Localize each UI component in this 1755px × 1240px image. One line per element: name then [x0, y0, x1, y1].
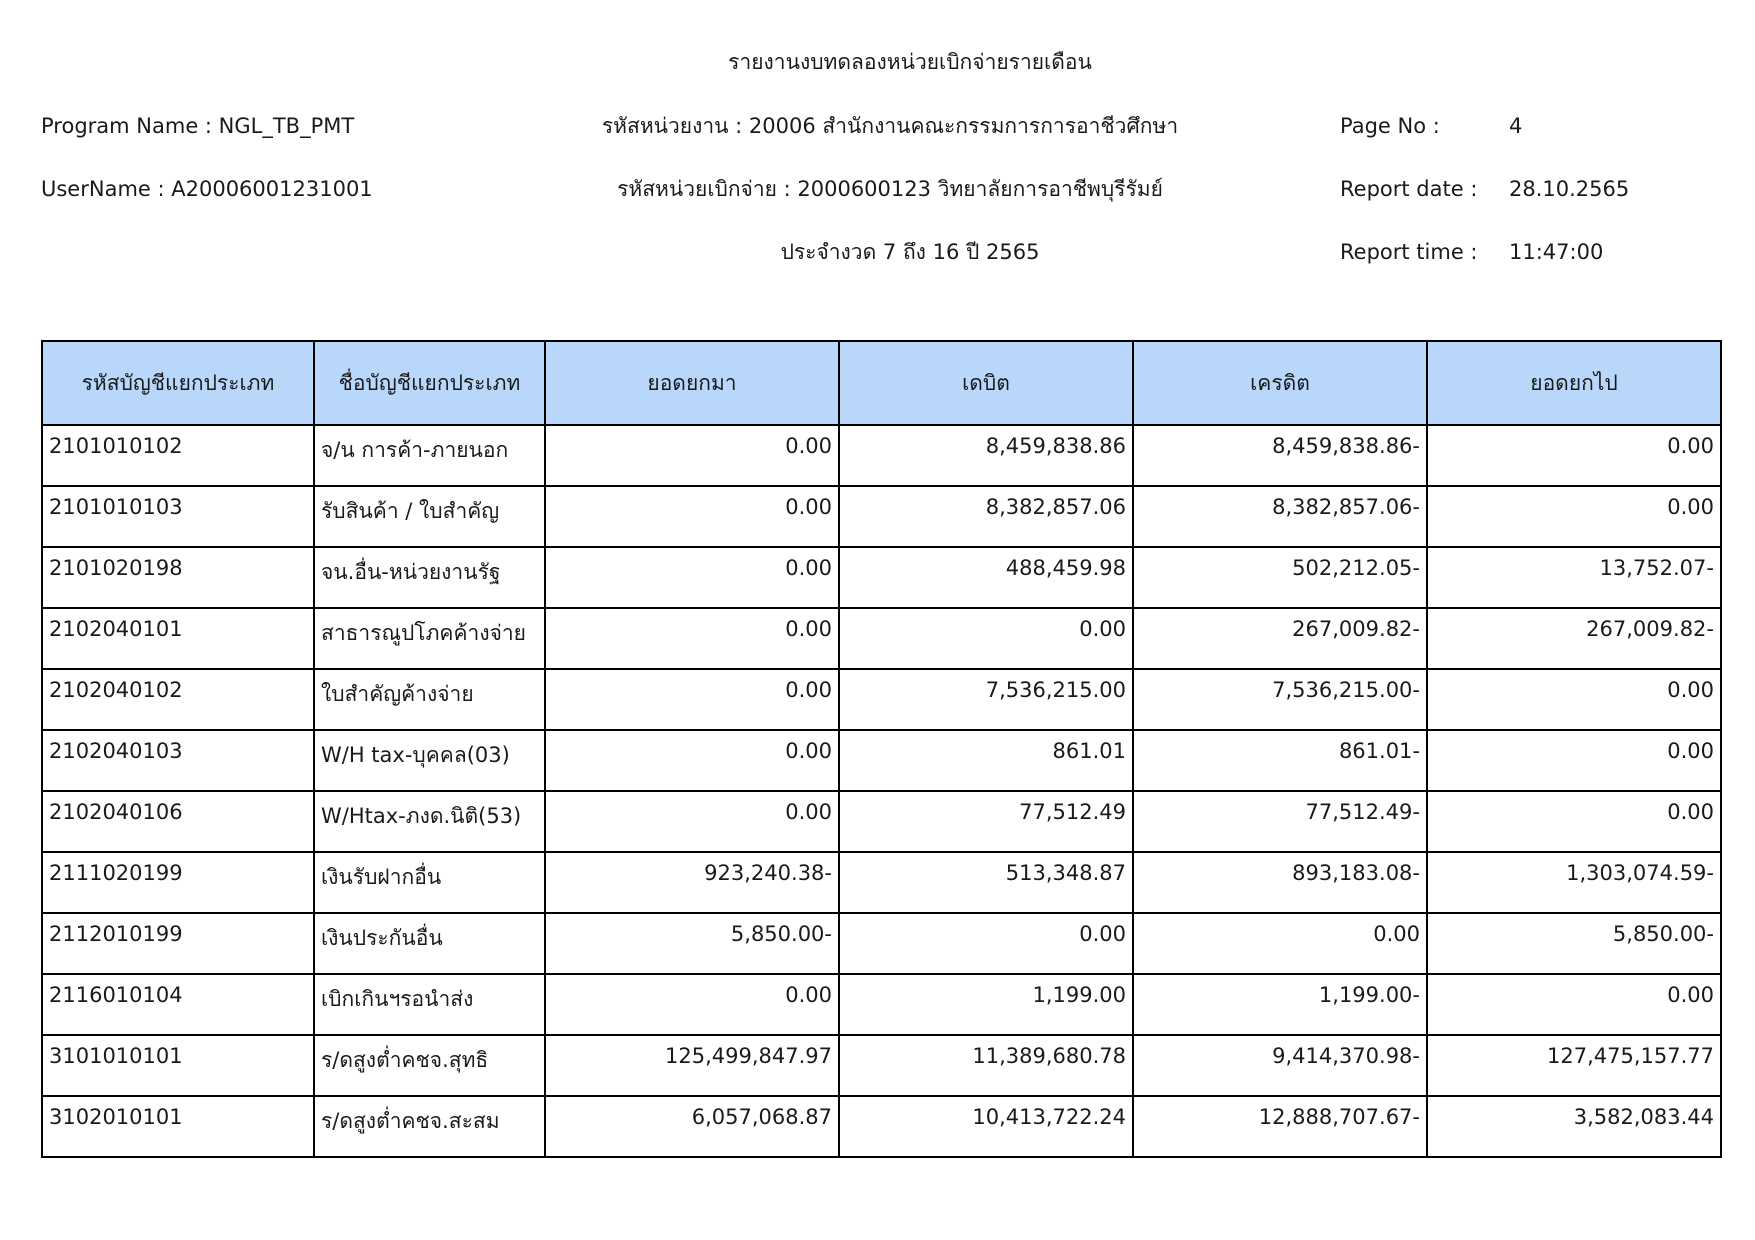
- cell-credit: 1,199.00-: [1133, 974, 1427, 1035]
- cell-credit: 7,536,215.00-: [1133, 669, 1427, 730]
- cell-credit: 502,212.05-: [1133, 547, 1427, 608]
- table-row: [42, 852, 1721, 913]
- cell-account-code: 2101010102: [42, 425, 314, 486]
- cell-brought-forward: 0.00: [545, 608, 839, 669]
- cell-debit: 10,413,722.24: [839, 1096, 1133, 1157]
- header-account-name: ชื่อบัญชีแยกประเภท: [314, 341, 545, 425]
- cell-credit: 8,459,838.86-: [1133, 425, 1427, 486]
- cell-account-name: W/H tax-บุคคล(03): [314, 730, 545, 791]
- cell-account-name: สาธารณูปโภคค้างจ่าย: [314, 608, 545, 669]
- cell-account-code: 2102040102: [42, 669, 314, 730]
- cell-brought-forward: 125,499,847.97: [545, 1035, 839, 1096]
- cell-credit: 0.00: [1133, 913, 1427, 974]
- cell-account-name: ร/ดสูงต่ำคชจ.สะสม: [314, 1096, 545, 1157]
- cell-carried-forward: 267,009.82-: [1427, 608, 1721, 669]
- page-no-label: Page No :: [1340, 114, 1440, 138]
- cell-brought-forward: 0.00: [545, 730, 839, 791]
- trial-balance-table: [41, 340, 1722, 1158]
- table-row: [42, 730, 1721, 791]
- cell-credit: 8,382,857.06-: [1133, 486, 1427, 547]
- cell-account-name: ร/ดสูงต่ำคชจ.สุทธิ: [314, 1035, 545, 1096]
- cell-debit: 77,512.49: [839, 791, 1133, 852]
- cell-carried-forward: 1,303,074.59-: [1427, 852, 1721, 913]
- cell-brought-forward: 6,057,068.87: [545, 1096, 839, 1157]
- table-row: [42, 974, 1721, 1035]
- table-row: [42, 791, 1721, 852]
- cell-brought-forward: 0.00: [545, 974, 839, 1035]
- table-row: [42, 669, 1721, 730]
- cell-account-name: ใบสำคัญค้างจ่าย: [314, 669, 545, 730]
- cell-account-name: รับสินค้า / ใบสำคัญ: [314, 486, 545, 547]
- cell-account-name: เงินรับฝากอื่น: [314, 852, 545, 913]
- cell-carried-forward: 0.00: [1427, 425, 1721, 486]
- page-no-value: 4: [1509, 114, 1523, 138]
- cell-debit: 8,459,838.86: [839, 425, 1133, 486]
- cell-brought-forward: 5,850.00-: [545, 913, 839, 974]
- cell-credit: 861.01-: [1133, 730, 1427, 791]
- table-row: [42, 608, 1721, 669]
- user-name: UserName : A20006001231001: [41, 177, 373, 201]
- cell-account-name: จ/น การค้า-ภายนอก: [314, 425, 545, 486]
- cell-carried-forward: 127,475,157.77: [1427, 1035, 1721, 1096]
- report-time-label: Report time :: [1340, 240, 1478, 264]
- cell-carried-forward: 0.00: [1427, 486, 1721, 547]
- cell-account-code: 2102040103: [42, 730, 314, 791]
- disbursing-unit: รหัสหน่วยเบิกจ่าย : 2000600123 วิทยาลัยการอาชีพบุรีรัมย์: [617, 177, 1163, 201]
- cell-account-name: W/Htax-ภงด.นิติ(53): [314, 791, 545, 852]
- cell-account-code: 2102040106: [42, 791, 314, 852]
- table-row: [42, 1035, 1721, 1096]
- cell-account-code: 2112010199: [42, 913, 314, 974]
- cell-credit: 77,512.49-: [1133, 791, 1427, 852]
- cell-carried-forward: 3,582,083.44: [1427, 1096, 1721, 1157]
- cell-credit: 267,009.82-: [1133, 608, 1427, 669]
- table-row: [42, 913, 1721, 974]
- cell-account-name: เงินประกันอื่น: [314, 913, 545, 974]
- cell-debit: 0.00: [839, 913, 1133, 974]
- cell-brought-forward: 0.00: [545, 669, 839, 730]
- cell-credit: 9,414,370.98-: [1133, 1035, 1427, 1096]
- cell-debit: 7,536,215.00: [839, 669, 1133, 730]
- cell-debit: 1,199.00: [839, 974, 1133, 1035]
- cell-brought-forward: 923,240.38-: [545, 852, 839, 913]
- cell-debit: 11,389,680.78: [839, 1035, 1133, 1096]
- agency-code: รหัสหน่วยงาน : 20006 สำนักงานคณะกรรมการการอาชีวศึกษา: [601, 114, 1179, 138]
- cell-account-code: 2116010104: [42, 974, 314, 1035]
- cell-brought-forward: 0.00: [545, 547, 839, 608]
- cell-brought-forward: 0.00: [545, 486, 839, 547]
- report-period: ประจำงวด 7 ถึง 16 ปี 2565: [780, 240, 1040, 264]
- table-row: [42, 547, 1721, 608]
- cell-debit: 8,382,857.06: [839, 486, 1133, 547]
- program-name: Program Name : NGL_TB_PMT: [41, 114, 355, 138]
- cell-credit: 893,183.08-: [1133, 852, 1427, 913]
- report-title: รายงานงบทดลองหน่วยเบิกจ่ายรายเดือน: [728, 50, 1092, 74]
- cell-account-code: 2102040101: [42, 608, 314, 669]
- cell-account-code: 3102010101: [42, 1096, 314, 1157]
- report-date-value: 28.10.2565: [1509, 177, 1630, 201]
- header-brought-forward: ยอดยกมา: [545, 341, 839, 425]
- cell-credit: 12,888,707.67-: [1133, 1096, 1427, 1157]
- cell-debit: 861.01: [839, 730, 1133, 791]
- report-date-label: Report date :: [1340, 177, 1478, 201]
- cell-account-code: 2111020199: [42, 852, 314, 913]
- cell-debit: 513,348.87: [839, 852, 1133, 913]
- header-credit: เครดิต: [1133, 341, 1427, 425]
- cell-carried-forward: 13,752.07-: [1427, 547, 1721, 608]
- cell-account-code: 3101010101: [42, 1035, 314, 1096]
- table-row: [42, 1096, 1721, 1157]
- cell-carried-forward: 0.00: [1427, 974, 1721, 1035]
- cell-carried-forward: 0.00: [1427, 730, 1721, 791]
- cell-account-code: 2101010103: [42, 486, 314, 547]
- header-carried-forward: ยอดยกไป: [1427, 341, 1721, 425]
- cell-carried-forward: 0.00: [1427, 791, 1721, 852]
- table-row: [42, 486, 1721, 547]
- cell-brought-forward: 0.00: [545, 791, 839, 852]
- header-account-code: รหัสบัญชีแยกประเภท: [42, 341, 314, 425]
- cell-account-name: เบิกเกินฯรอนำส่ง: [314, 974, 545, 1035]
- table-row: [42, 425, 1721, 486]
- cell-carried-forward: 0.00: [1427, 669, 1721, 730]
- table-header-row: [42, 341, 1721, 425]
- cell-debit: 488,459.98: [839, 547, 1133, 608]
- cell-debit: 0.00: [839, 608, 1133, 669]
- cell-brought-forward: 0.00: [545, 425, 839, 486]
- cell-account-name: จน.อื่น-หน่วยงานรัฐ: [314, 547, 545, 608]
- cell-carried-forward: 5,850.00-: [1427, 913, 1721, 974]
- report-time-value: 11:47:00: [1509, 240, 1604, 264]
- cell-account-code: 2101020198: [42, 547, 314, 608]
- header-debit: เดบิต: [839, 341, 1133, 425]
